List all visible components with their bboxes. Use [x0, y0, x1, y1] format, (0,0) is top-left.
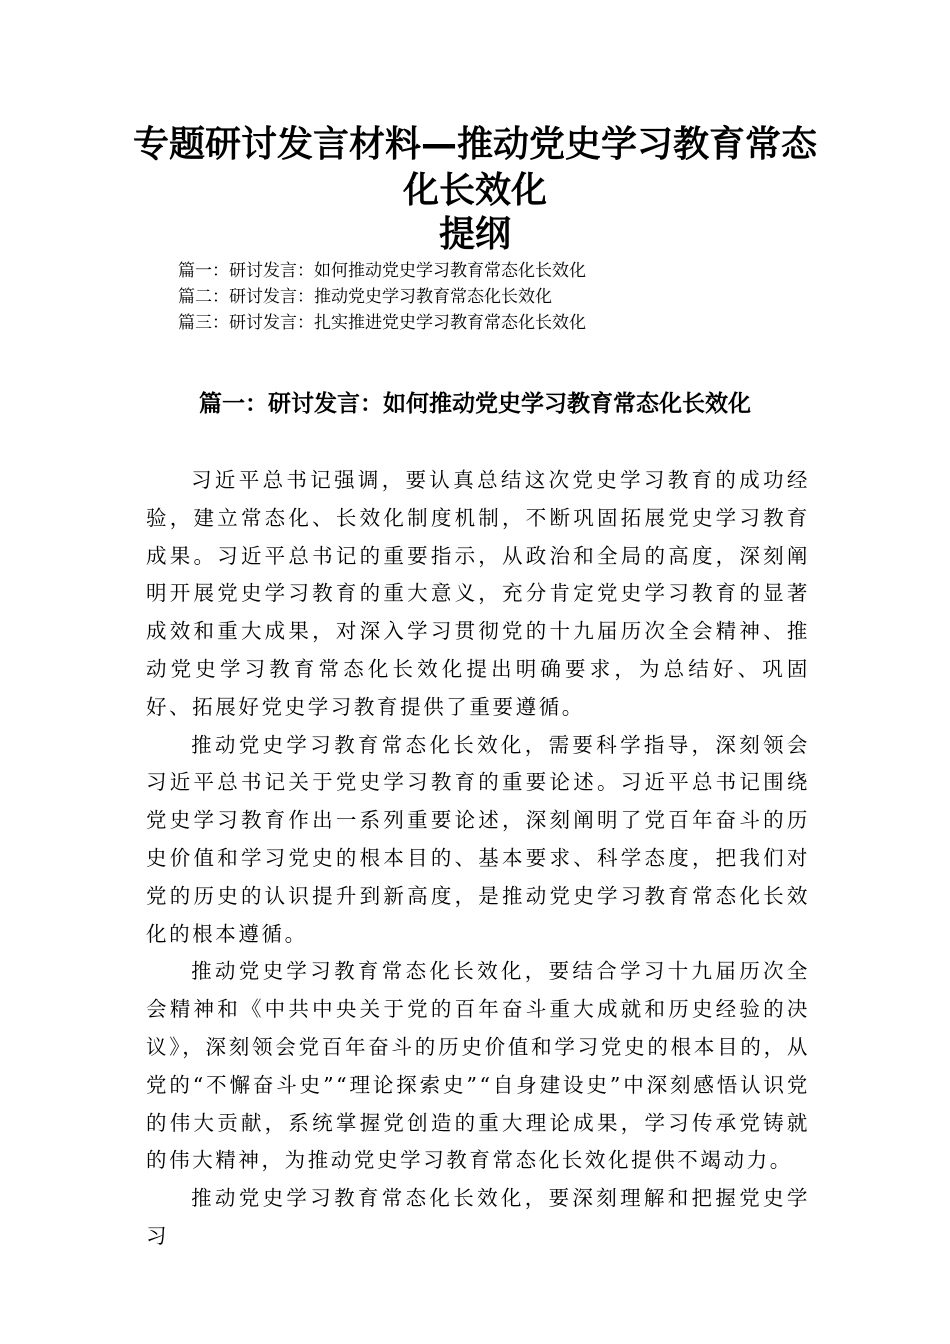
toc-item: 篇二：研讨发言：推动党史学习教育常态化长效化 [178, 287, 552, 307]
table-of-contents [178, 258, 586, 336]
toc-item: 篇一：研讨发言：如何推动党史学习教育常态化长效化 [178, 261, 586, 281]
document-title: 专题研讨发言材料—推动党史学习教育常态化长效化 [132, 124, 817, 211]
body-paragraph: 习近平总书记强调，要认真总结这次党史学习教育的成功经验，建立常态化、长效化制度机制，不断巩固拓展党史学习教育成果。习近平总书记的重要指示，从政治和全局的高度，深刻阐明开展党史学习教育的重大意义，充分肯定党史学习教育的显著成效和重大成果，对深入学习贯彻党的十九届历次全会精神、推动党史学习教育常态化长效化提出明确要求，为总结好、巩固好、拓展好党史学习教育提供了重要遵循。 [146, 468, 810, 719]
body-paragraph: 推动党史学习教育常态化长效化，要深刻理解和把握党史学习 [146, 1186, 810, 1248]
body-paragraph: 推动党史学习教育常态化长效化，要结合学习十九届历次全会精神和《中共中央关于党的百年奋斗重大成就和历史经验的决议》，深刻领会党百年奋斗的历史价值和学习党史的根本目的，从党的“不懈奋斗史”“理论探索史”“自身建设史”中深刻感悟认识党的伟大贡献，系统掌握党创造的重大理论成果，学习传承党铸就的伟大精神，为推动党史学习教育常态化长效化提供不竭动力。 [146, 959, 810, 1173]
section-heading: 篇一：研讨发言：如何推动党史学习教育常态化长效化 [199, 391, 751, 417]
outline-heading: 提纲 [438, 214, 511, 255]
section-body [146, 462, 810, 1256]
toc-item: 篇三：研讨发言：扎实推进党史学习教育常态化长效化 [178, 313, 586, 333]
body-paragraph: 推动党史学习教育常态化长效化，需要科学指导，深刻领会习近平总书记关于党史学习教育的重要论述。习近平总书记围绕党史学习教育作出一系列重要论述，深刻阐明了党百年奋斗的历史价值和学习党史的根本目的、基本要求、科学态度，把我们对党的历史的认识提升到新高度，是推动党史学习教育常态化长效化的根本遵循。 [146, 732, 810, 946]
